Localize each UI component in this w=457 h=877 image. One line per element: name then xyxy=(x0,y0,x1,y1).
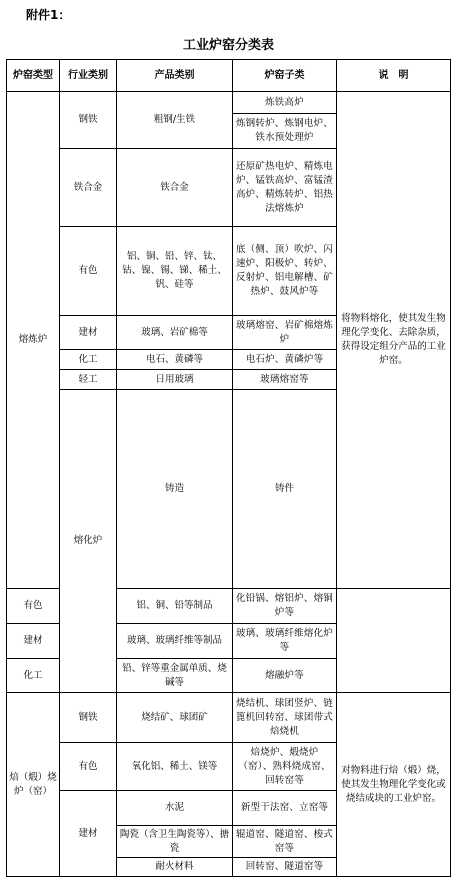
header-subtype: 炉窑子类 xyxy=(233,60,337,92)
subtype-cell: 炼钢转炉、炼钢电炉、铁水预处理炉 xyxy=(233,114,337,149)
product-cell: 氧化铝、稀土、镁等 xyxy=(117,743,233,791)
header-row xyxy=(7,60,451,92)
product-cell: 水泥 xyxy=(117,791,233,826)
subtype-cell: 还原矿热电炉、精炼电炉、锰铁高炉、富锰渣高炉、精炼转炉、铝热法熔炼炉 xyxy=(233,149,337,227)
industry-cell: 有色 xyxy=(60,227,117,316)
industry-cell: 有色 xyxy=(7,589,60,624)
product-cell: 粗钢/生铁 xyxy=(117,92,233,149)
product-cell: 铅、锌等重金属单质、烧碱等 xyxy=(117,659,233,693)
subtype-cell: 焙烧炉、煅烧炉（窑）、熟料烧成窑、回转窑等 xyxy=(233,743,337,791)
product-cell: 烧结矿、球团矿 xyxy=(117,693,233,743)
product-cell: 耐火材料 xyxy=(117,858,233,877)
description-roasting: 对物料进行焙（煅）烧，使其发生物理化学变化或烧结成块的工业炉窑。 xyxy=(337,693,451,877)
product-cell: 玻璃、玻璃纤维等制品 xyxy=(117,624,233,659)
subtype-cell: 回转窑、隧道窑等 xyxy=(233,858,337,877)
description-smelting: 将物料熔化，使其发生物理化学变化、去除杂质，获得设定组分产品的工业炉窑。 xyxy=(337,92,451,589)
subtype-cell: 玻璃熔窑、岩矿棉熔炼炉 xyxy=(233,316,337,350)
industry-cell: 建材 xyxy=(7,624,60,659)
industry-cell: 化工 xyxy=(7,659,60,693)
kiln-type-smelting: 熔炼炉 xyxy=(7,92,60,589)
kiln-classification-table xyxy=(6,59,451,877)
product-cell: 铝、铜、铅等制品 xyxy=(117,589,233,624)
industry-cell: 钢铁 xyxy=(60,693,117,743)
table-row xyxy=(7,92,451,114)
industry-cell: 铸造 xyxy=(117,390,233,589)
subtype-cell: 化铅锅、熔铝炉、熔铜炉等 xyxy=(233,589,337,624)
industry-cell: 钢铁 xyxy=(60,92,117,149)
subtype-cell: 玻璃熔窑等 xyxy=(233,370,337,390)
subtype-cell: 炼铁高炉 xyxy=(233,92,337,114)
product-cell: 铸件 xyxy=(233,390,337,589)
product-cell: 电石、黄磷等 xyxy=(117,350,233,370)
industry-cell: 轻工 xyxy=(60,370,117,390)
kiln-type-roasting: 焙（煅）烧炉（窑） xyxy=(7,693,60,877)
header-industry: 行业类别 xyxy=(60,60,117,92)
subtype-cell: 电石炉、黄磷炉等 xyxy=(233,350,337,370)
table-row xyxy=(7,693,451,743)
subtype-cell: 底（侧、顶）吹炉、闪速炉、阳极炉、转炉、反射炉、铝电解槽、矿热炉、鼓风炉等 xyxy=(233,227,337,316)
kiln-type-melting: 熔化炉 xyxy=(60,390,117,693)
industry-cell: 有色 xyxy=(60,743,117,791)
annex-label: 附件1： xyxy=(26,8,71,22)
document-title: 工业炉窑分类表 xyxy=(182,38,274,53)
subtype-cell: 玻璃、玻璃纤维熔化炉等 xyxy=(233,624,337,659)
product-cell: 铝、铜、铅、锌、钛、钴、镍、锡、锑、稀土、钒、硅等 xyxy=(117,227,233,316)
industry-cell: 铁合金 xyxy=(60,149,117,227)
subtype-cell: 烧结机、球团竖炉、链篦机回转窑、球团带式焙烧机 xyxy=(233,693,337,743)
product-cell: 铁合金 xyxy=(117,149,233,227)
product-cell: 日用玻璃 xyxy=(117,370,233,390)
subtype-cell: 新型干法窑、立窑等 xyxy=(233,791,337,826)
header-product: 产品类别 xyxy=(117,60,233,92)
product-cell: 陶瓷（含卫生陶瓷等）、搪瓷 xyxy=(117,826,233,858)
industry-cell: 化工 xyxy=(60,350,117,370)
header-kiln-type: 炉窑类型 xyxy=(7,60,60,92)
product-cell: 玻璃、岩矿棉等 xyxy=(117,316,233,350)
subtype-cell: 熔融炉等 xyxy=(233,659,337,693)
subtype-cell: 辊道窑、隧道窑、梭式窑等 xyxy=(233,826,337,858)
industry-cell: 建材 xyxy=(60,791,117,877)
industry-cell: 建材 xyxy=(60,316,117,350)
header-description: 说 明 xyxy=(337,60,451,92)
